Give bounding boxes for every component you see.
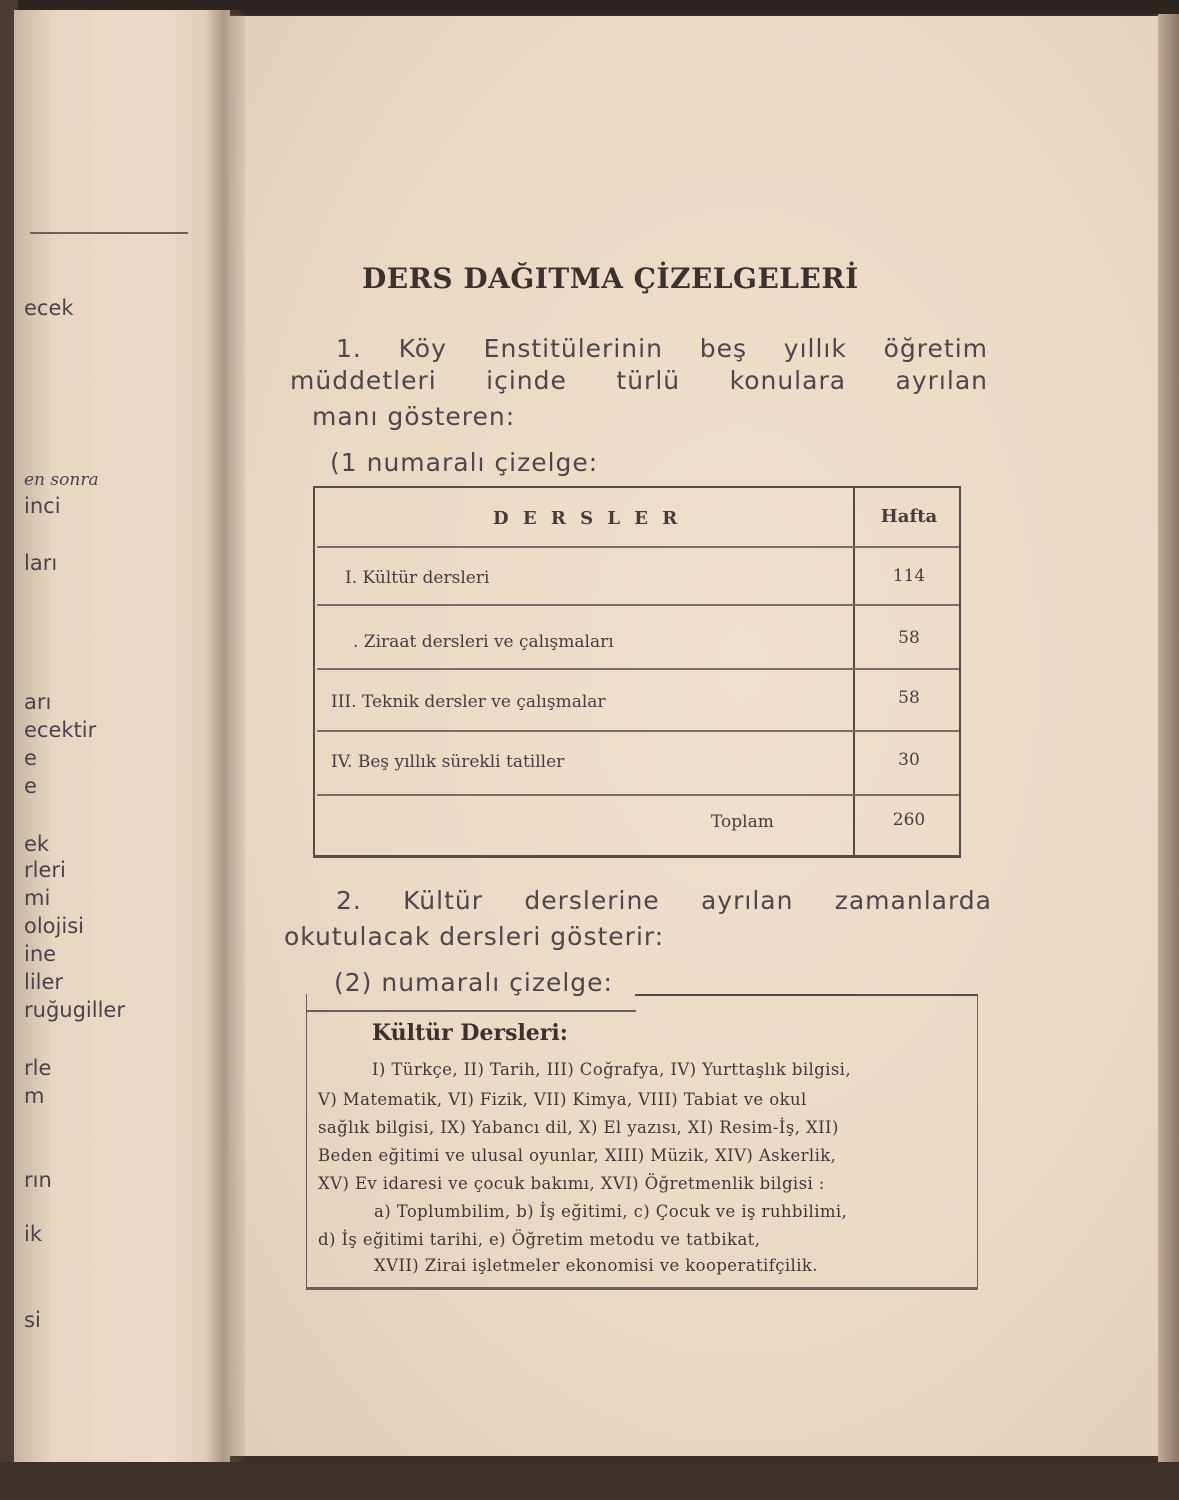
left-fragment: en sonra bbox=[24, 470, 99, 490]
total-label: Toplam bbox=[711, 812, 774, 832]
box-line: a) Toplumbilim, b) İş eğitimi, c) Çocuk ve iş ruhbilimi, bbox=[374, 1202, 848, 1221]
row-value: 114 bbox=[892, 566, 926, 586]
row-divider bbox=[317, 794, 959, 796]
left-fragment: m bbox=[24, 1084, 45, 1108]
left-fragment: arı bbox=[24, 690, 52, 714]
left-fragment: ik bbox=[24, 1222, 42, 1246]
row-divider bbox=[317, 604, 959, 606]
background-bottom bbox=[0, 1462, 1179, 1500]
total-value: 260 bbox=[892, 810, 926, 830]
left-fragment: rle bbox=[24, 1056, 52, 1080]
left-fragment: e bbox=[24, 746, 37, 770]
box-line: V) Matematik, VI) Fizik, VII) Kimya, VIII) Tabiat ve okul bbox=[318, 1090, 807, 1109]
box-line: d) İş eğitimi tarihi, e) Öğretim metodu ve tatbikat, bbox=[318, 1230, 761, 1249]
box-line: sağlık bilgisi, IX) Yabancı dil, X) El yazısı, XI) Resim-İş, XII) bbox=[318, 1118, 839, 1137]
left-fragment: rleri bbox=[24, 858, 66, 882]
left-fragment: liler bbox=[24, 970, 64, 994]
lesson-distribution-table bbox=[313, 486, 961, 858]
table-caption: (1 numaralı çizelge: bbox=[330, 448, 599, 477]
row-divider bbox=[317, 730, 959, 732]
left-fragment: si bbox=[24, 1308, 41, 1332]
paragraph-line: manı gösteren: bbox=[312, 402, 516, 431]
row-divider bbox=[317, 668, 959, 670]
box-title: Kültür Dersleri: bbox=[372, 1020, 568, 1046]
left-page-rule bbox=[30, 232, 188, 234]
page-title: DERS DAĞITMA ÇİZELGELERİ bbox=[362, 262, 859, 295]
gutter-shadow bbox=[205, 10, 245, 1472]
left-fragment: mi bbox=[24, 886, 51, 910]
left-fragment: ruğugiller bbox=[24, 998, 125, 1022]
column-header: Hafta bbox=[880, 506, 938, 527]
page-edge bbox=[1158, 14, 1179, 1474]
box-line: XVII) Zirai işletmeler ekonomisi ve kooperatifçilik. bbox=[374, 1256, 818, 1275]
column-header: D E R S L E R bbox=[493, 508, 682, 529]
row-label: IV. Beş yıllık sürekli tatiller bbox=[331, 752, 565, 772]
left-fragment: ecektir bbox=[24, 718, 97, 742]
row-label: . Ziraat dersleri ve çalışmaları bbox=[353, 632, 614, 652]
left-fragment: rın bbox=[24, 1168, 52, 1192]
left-fragment: inci bbox=[24, 494, 61, 518]
row-value: 30 bbox=[898, 750, 920, 770]
table-caption: (2) numaralı çizelge: bbox=[334, 968, 613, 997]
paragraph-line: 1. Köy Enstitülerinin beş yıllık öğretim bbox=[336, 334, 988, 363]
left-fragment: ine bbox=[24, 942, 57, 966]
row-value: 58 bbox=[898, 688, 920, 708]
left-fragment: e bbox=[24, 774, 37, 798]
box-line: I) Türkçe, II) Tarih, III) Coğrafya, IV) Yurttaşlık bilgisi, bbox=[372, 1060, 852, 1079]
box-line: Beden eğitimi ve ulusal oyunlar, XIII) Müzik, XIV) Askerlik, bbox=[318, 1146, 837, 1165]
paragraph-line: okutulacak dersleri gösterir: bbox=[284, 922, 665, 951]
left-fragment: ları bbox=[24, 551, 58, 575]
left-fragment: ek bbox=[24, 832, 50, 856]
row-value: 58 bbox=[898, 628, 920, 648]
paragraph-line: müddetleri içinde türlü konulara ayrılan bbox=[290, 366, 988, 395]
left-fragment: olojisi bbox=[24, 914, 84, 938]
row-label: I. Kültür dersleri bbox=[345, 568, 490, 588]
left-fragment: ecek bbox=[24, 296, 74, 320]
row-label: III. Teknik dersler ve çalışmalar bbox=[331, 692, 606, 712]
column-divider bbox=[853, 488, 855, 855]
row-divider bbox=[317, 546, 959, 548]
paragraph-line: 2. Kültür derslerine ayrılan zamanlarda bbox=[336, 886, 992, 915]
box-line: XV) Ev idaresi ve çocuk bakımı, XVI) Öğretmenlik bilgisi : bbox=[318, 1174, 825, 1193]
